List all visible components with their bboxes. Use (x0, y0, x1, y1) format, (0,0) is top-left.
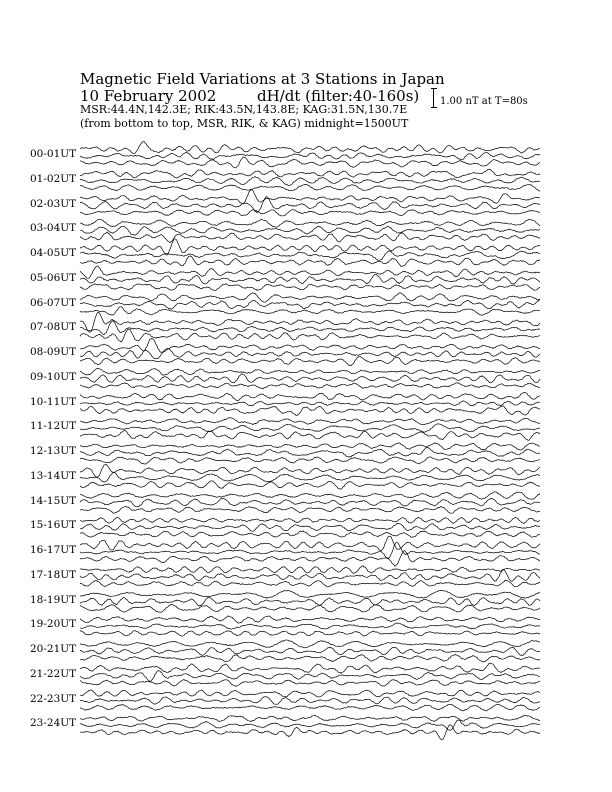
trace-06-07UT-KAG (80, 293, 540, 302)
trace-05-06UT-MSR (80, 284, 540, 291)
trace-15-16UT-RIK (80, 523, 540, 531)
trace-04-05UT-MSR (80, 256, 540, 266)
trace-22-23UT-RIK (80, 696, 540, 704)
trace-16-17UT-RIK (80, 543, 540, 559)
trace-06-07UT-RIK (80, 300, 540, 309)
trace-11-12UT-KAG (80, 418, 540, 425)
trace-13-14UT-RIK (80, 472, 540, 482)
hour-label-13-14UT: 13-14UT (30, 469, 77, 482)
trace-00-01UT-MSR (80, 157, 540, 168)
trace-11-12UT-RIK (80, 424, 540, 432)
trace-14-15UT-RIK (80, 498, 540, 507)
trace-12-13UT-KAG (80, 443, 540, 450)
hour-label-19-20UT: 19-20UT (30, 618, 77, 631)
trace-10-11UT-KAG (80, 392, 540, 400)
chart-date: 10 February 2002 (80, 87, 217, 105)
hour-label-04-05UT: 04-05UT (30, 247, 77, 259)
scale-label: 1.00 nT at T=80s (440, 96, 528, 107)
trace-02-03UT-MSR (80, 210, 540, 216)
hour-label-23-24UT: 23-24UT (30, 717, 77, 730)
trace-03-04UT-MSR (80, 232, 540, 242)
trace-17-18UT-KAG (80, 566, 540, 573)
hour-label-15-16UT: 15-16UT (30, 519, 77, 532)
trace-13-14UT-MSR (80, 481, 540, 489)
trace-07-08UT-KAG (80, 312, 540, 332)
trace-06-07UT-MSR (80, 307, 540, 316)
hour-label-08-09UT: 08-09UT (30, 346, 77, 358)
trace-23-24UT-KAG (80, 715, 540, 721)
trace-00-01UT-KAG (80, 141, 540, 153)
hour-label-01-02UT: 01-02UT (30, 172, 77, 185)
trace-16-17UT-MSR (80, 551, 540, 566)
hour-label-17-18UT: 17-18UT (30, 568, 77, 581)
hour-label-11-12UT: 11-12UT (30, 420, 77, 433)
trace-02-03UT-KAG (80, 190, 540, 204)
hour-label-14-15UT: 14-15UT (30, 494, 77, 507)
trace-00-01UT-RIK (80, 152, 540, 160)
hour-label-20-21UT: 20-21UT (30, 643, 77, 655)
trace-23-24UT-RIK (80, 720, 540, 730)
trace-03-04UT-RIK (80, 226, 540, 235)
chart-title: Magnetic Field Variations at 3 Stations in Japan (80, 70, 445, 88)
trace-08-09UT-KAG (80, 338, 540, 352)
trace-19-20UT-KAG (80, 616, 540, 623)
trace-10-11UT-RIK (80, 401, 540, 406)
trace-20-21UT-RIK (80, 647, 540, 655)
hour-label-16-17UT: 16-17UT (30, 544, 77, 556)
trace-01-02UT-MSR (80, 184, 540, 191)
trace-12-13UT-RIK (80, 448, 540, 458)
trace-12-13UT-MSR (80, 457, 540, 464)
hour-label-07-08UT: 07-08UT (30, 321, 77, 334)
trace-10-11UT-MSR (80, 406, 540, 416)
trace-19-20UT-MSR (80, 630, 540, 636)
trace-08-09UT-MSR (80, 356, 540, 366)
trace-09-10UT-RIK (80, 374, 540, 383)
trace-09-10UT-KAG (80, 368, 540, 375)
trace-21-22UT-KAG (80, 663, 540, 673)
trace-13-14UT-KAG (80, 464, 540, 477)
hour-label-00-01UT: 00-01UT (30, 148, 77, 160)
hour-label-22-23UT: 22-23UT (30, 692, 77, 705)
trace-17-18UT-MSR (80, 580, 540, 587)
trace-11-12UT-MSR (80, 430, 540, 440)
trace-14-15UT-MSR (80, 506, 540, 513)
station-coordinates: MSR:44.4N,142.3E; RIK:43.5N,143.8E; KAG:31.5N,130.7E (80, 103, 408, 116)
trace-19-20UT-RIK (80, 623, 540, 629)
trace-09-10UT-MSR (80, 383, 540, 389)
trace-22-23UT-KAG (80, 690, 540, 697)
hour-label-21-22UT: 21-22UT (30, 667, 77, 680)
trace-14-15UT-KAG (80, 492, 540, 499)
hour-label-18-19UT: 18-19UT (30, 593, 77, 606)
chart-quantity: dH/dt (filter:40-160s) (257, 87, 420, 105)
hour-label-03-04UT: 03-04UT (30, 222, 77, 235)
trace-20-21UT-MSR (80, 654, 540, 662)
trace-05-06UT-RIK (80, 274, 540, 284)
hour-label-12-13UT: 12-13UT (30, 445, 77, 457)
trace-15-16UT-MSR (80, 531, 540, 537)
hour-label-05-06UT: 05-06UT (30, 271, 77, 284)
trace-21-22UT-RIK (80, 671, 540, 681)
trace-04-05UT-RIK (80, 251, 540, 261)
trace-03-04UT-KAG (80, 219, 540, 227)
trace-01-02UT-RIK (80, 177, 540, 186)
hour-label-02-03UT: 02-03UT (30, 197, 77, 210)
hour-label-09-10UT: 09-10UT (30, 370, 77, 383)
station-order-note: (from bottom to top, MSR, RIK, & KAG) midnight=1500UT (80, 117, 409, 130)
hour-label-06-07UT: 06-07UT (30, 296, 77, 309)
trace-18-19UT-RIK (80, 598, 540, 606)
trace-18-19UT-MSR (80, 604, 540, 612)
trace-01-02UT-KAG (80, 169, 540, 178)
trace-02-03UT-RIK (80, 197, 540, 213)
trace-15-16UT-KAG (80, 517, 540, 523)
hour-label-10-11UT: 10-11UT (30, 395, 77, 408)
trace-22-23UT-MSR (80, 704, 540, 711)
trace-20-21UT-KAG (80, 640, 540, 648)
trace-18-19UT-KAG (80, 590, 540, 598)
trace-16-17UT-KAG (80, 536, 540, 551)
trace-07-08UT-RIK (80, 321, 540, 335)
